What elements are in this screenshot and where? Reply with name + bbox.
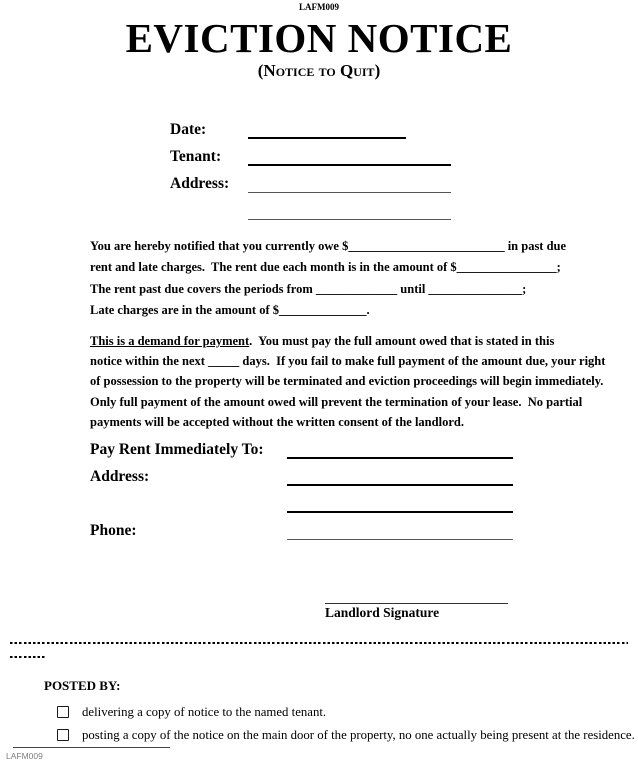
payment-address-field-row (90, 459, 513, 486)
address-field-row (170, 166, 451, 193)
payment-address-blank-line-2[interactable] (287, 511, 513, 513)
address-blank-line-2[interactable] (248, 219, 451, 220)
tenant-label: Tenant: (170, 148, 222, 165)
pay-to-label: Pay Rent Immediately To: (90, 441, 264, 458)
date-label: Date: (170, 121, 207, 138)
payment-address-label: Address: (90, 468, 150, 485)
landlord-signature-block (325, 603, 508, 621)
paragraph-line: payments will be accepted without the written consent of the landlord. (90, 414, 464, 429)
phone-label: Phone: (90, 522, 137, 539)
demand-underlined-phrase: This is a demand for payment (90, 334, 250, 348)
phone-blank-line[interactable] (287, 539, 513, 540)
paragraph-line (90, 331, 605, 351)
list-item (57, 727, 635, 744)
paragraph-amount-owed (90, 236, 566, 321)
payment-address-field-row-2 (90, 486, 513, 513)
landlord-signature-label: Landlord Signature (325, 605, 440, 620)
paragraph-line: Only full payment of the amount owed will prevent the termination of your lease. No partial (90, 394, 583, 409)
payment-address-blank-line-1[interactable] (287, 484, 513, 486)
address-blank-line-1[interactable] (248, 192, 451, 193)
list-item (57, 704, 635, 721)
document-title: EVICTION NOTICE (125, 15, 513, 61)
address-label: Address: (170, 175, 230, 192)
footer-divider (13, 747, 170, 748)
date-blank-line[interactable] (248, 137, 406, 139)
recipient-fields (170, 112, 451, 220)
phone-field-row (90, 513, 513, 540)
dashed-divider (10, 642, 628, 644)
posted-by-heading: POSTED BY: (44, 678, 121, 693)
paragraph-line: notice within the next _____ days. If you fail to make full payment of the amount due, your right (90, 354, 606, 369)
paragraph-line: Late charges are in the amount of $______________. (90, 302, 370, 317)
dashed-divider-wrap (10, 656, 45, 658)
paragraph-line: rent and late charges. The rent due each month is in the amount of $________________; (90, 260, 561, 275)
paragraph-line: You are hereby notified that you currently owe $_________________________ in past due (90, 239, 567, 253)
tenant-blank-line[interactable] (248, 164, 451, 166)
form-code-footer: LAFM009 (6, 751, 43, 761)
checkbox-posting[interactable] (57, 729, 69, 741)
paragraph-line: of possession to the property will be terminated and eviction proceedings will begin immediately. (90, 374, 604, 389)
checkbox-label: delivering a copy of notice to the named tenant. (82, 705, 327, 719)
posted-by-checklist (57, 704, 635, 750)
checkbox-delivering[interactable] (57, 706, 69, 718)
address-field-row-2 (170, 193, 451, 220)
tenant-field-row (170, 139, 451, 166)
paragraph-demand-for-payment (90, 331, 605, 432)
pay-to-field-row (90, 432, 513, 459)
pay-to-blank-line[interactable] (287, 457, 513, 459)
paragraph-line: The rent past due covers the periods from _____________ until _______________; (90, 281, 527, 296)
checkbox-label: posting a copy of the notice on the main door of the property, no one actually being present at the residence. (82, 728, 635, 742)
date-field-row (170, 112, 451, 139)
document-subtitle: (Notice to Quit) (257, 61, 381, 80)
form-code-header: LAFM009 (299, 2, 339, 12)
demand-line-rest: . You must pay the full amount owed that is stated in this (249, 334, 555, 348)
payment-fields (90, 432, 513, 540)
